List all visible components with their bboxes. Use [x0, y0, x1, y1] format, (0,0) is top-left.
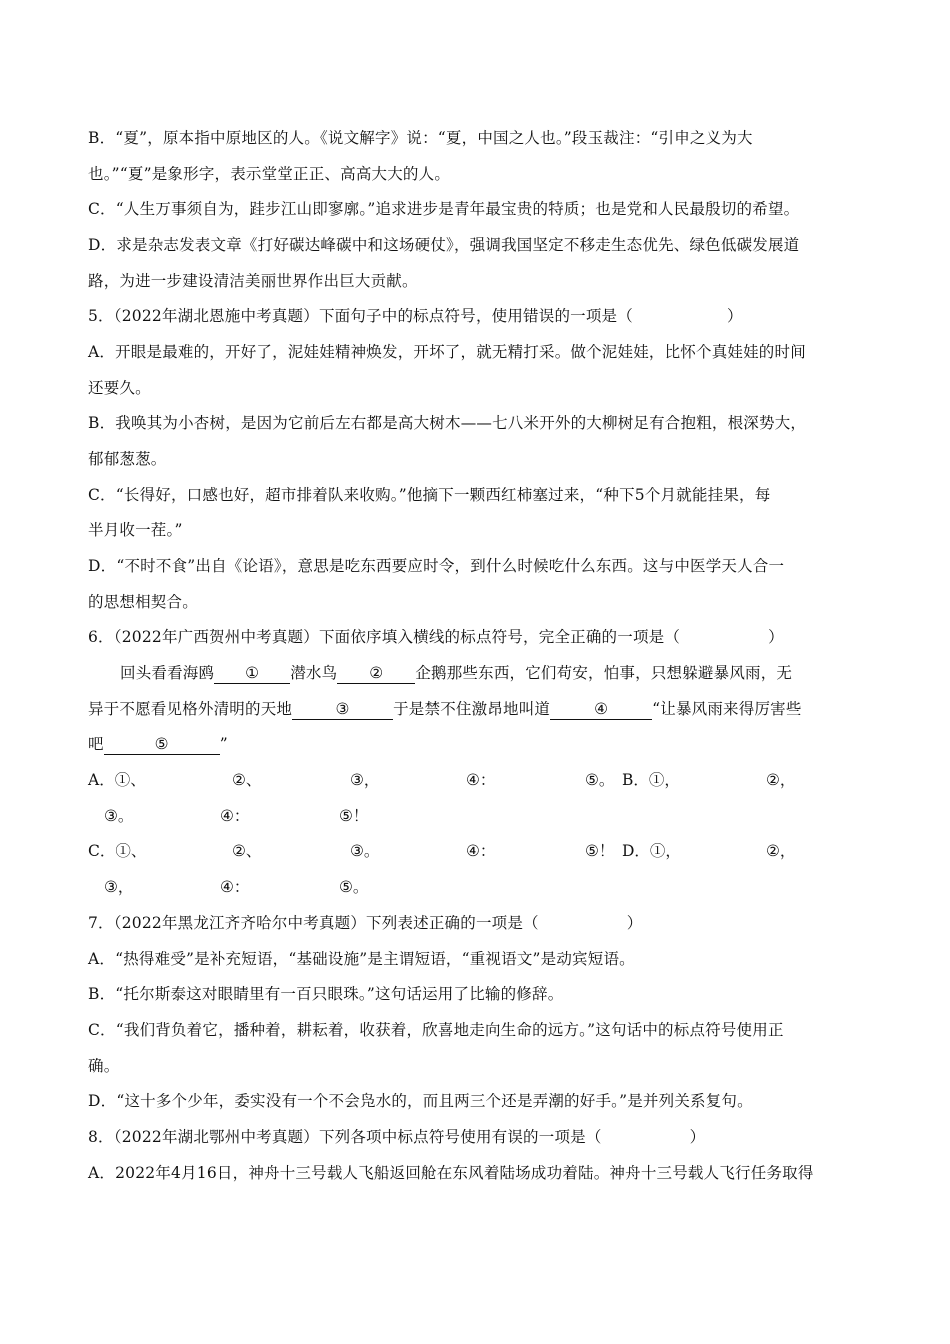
q6-option-a-3: ③，: [350, 771, 380, 789]
q7-option-d: D．“这十多个少年，委实没有一个不会凫水的，而且两三个还是弄潮的好手。”是并列关系复句。: [88, 1092, 753, 1110]
q6-passage-line2: [88, 699, 802, 720]
q6-option-d-1: D．①，: [622, 842, 681, 860]
q6-option-a-4: ④：: [466, 771, 496, 789]
q5-stem-text: 5．（2022年湖北恩施中考真题）下面句子中的标点符号，使用错误的一项是（: [88, 307, 633, 325]
q8-stem-text: 8．（2022年湖北鄂州中考真题）下列各项中标点符号使用有误的一项是（: [88, 1128, 602, 1146]
q4-option-d-line1: D．求是杂志发表文章《打好碳达峰碳中和这场硬仗》，强调我国坚定不移走生态优先、绿色低碳发展道: [88, 236, 800, 254]
q6-passage-text: 于是禁不住激昂地叫道: [393, 700, 551, 718]
q7-stem-close: ）: [626, 914, 643, 932]
q5-option-b-line1: B．我唤其为小杏树，是因为它前后左右都是高大树木——七八米开外的大柳树足有合抱粗，根深势大，: [88, 414, 807, 432]
q6-option-b-3: ③。: [104, 807, 134, 825]
q6-stem-text: 6．（2022年广西贺州中考真题）下面依序填入横线的标点符号，完全正确的一项是（: [88, 628, 681, 646]
q5-option-b-line2: 郁郁葱葱。: [88, 450, 167, 468]
q6-option-c-1: C．①、: [88, 842, 147, 860]
q8-stem-close: ）: [689, 1128, 706, 1146]
q5-option-d-line1: D．“不时不食”出自《论语》，意思是吃东西要应时令，到什么时候吃什么东西。这与中医学天人合一: [88, 557, 785, 575]
q6-option-d-2: ②，: [766, 842, 796, 860]
q5-option-a-line1: A．开眼是最难的，开好了，泥娃娃精神焕发，开坏了，就无精打采。做个泥娃娃，比怀个真娃娃的时间: [88, 343, 806, 361]
q6-passage-text: 企鹅那些东西，它们苟安，怕事，只想躲避暴风雨，无: [415, 664, 793, 682]
q6-passage-text: 潜水鸟: [290, 664, 338, 682]
q6-option-c-4: ④：: [466, 842, 496, 860]
q5-option-d-line2: 的思想相契合。: [88, 593, 198, 611]
q6-option-c-2: ②、: [232, 842, 262, 860]
q6-blank-2: ②: [337, 664, 415, 684]
q7-option-a: A．“热得难受”是补充短语，“基础设施”是主谓短语，“重视语文”是动宾短语。: [88, 950, 635, 968]
q6-option-d-3: ③，: [104, 878, 134, 896]
q5-option-a-line2: 还要久。: [88, 379, 151, 397]
q6-option-b-5: ⑤！: [339, 807, 369, 825]
q4-option-c: C．“人生万事须自为，跬步江山即寥廓。”追求进步是青年最宝贵的特质；也是党和人民最殷切的希望。: [88, 200, 800, 218]
q6-passage-line3: [88, 734, 228, 755]
q6-passage-text: 回头看看海鸥: [120, 664, 215, 682]
q4-option-d-line2: 路，为进一步建设清洁美丽世界作出巨大贡献。: [88, 272, 418, 290]
q6-option-d-5: ⑤。: [339, 878, 369, 896]
q6-passage-line1: [120, 663, 792, 684]
q6-option-b-1: B．①，: [622, 771, 680, 789]
q6-stem-close: ）: [768, 628, 784, 646]
q6-passage-text: ”: [219, 735, 228, 753]
q6-passage-text: 异于不愿看见格外清明的天地: [88, 700, 293, 718]
q6-option-c-5: ⑤！: [585, 842, 615, 860]
q6-passage-text: “让暴风雨来得厉害些: [652, 700, 802, 718]
q8-stem: [88, 1127, 705, 1147]
q7-stem: [88, 913, 642, 933]
q6-option-a-2: ②、: [232, 771, 262, 789]
q8-option-a-line1: A．2022年4月16日，神舟十三号载人飞船返回舱在东风着陆场成功着陆。神舟十三号载人飞行任务取得: [88, 1164, 814, 1182]
q6-passage-text: 吧: [88, 735, 104, 753]
q6-stem: [88, 627, 784, 647]
q4-option-b-line1: B．“夏”，原本指中原地区的人。《说文解字》说：“夏，中国之人也。”段玉裁注：“引申之义为大: [88, 129, 753, 147]
q6-blank-1: ①: [214, 664, 290, 684]
q6-option-a-5: ⑤。: [585, 771, 615, 789]
q6-blank-4: ④: [550, 700, 652, 720]
q5-stem-close: ）: [726, 307, 743, 325]
q7-option-c-line1: C．“我们背负着它，播种着，耕耘着，收获着，欣喜地走向生命的远方。”这句话中的标点符号使用正: [88, 1021, 784, 1039]
q7-option-c-line2: 确。: [88, 1057, 120, 1075]
q6-blank-3: ③: [292, 700, 393, 720]
q7-stem-text: 7．（2022年黑龙江齐齐哈尔中考真题）下列表述正确的一项是（: [88, 914, 539, 932]
q6-blank-5: ⑤: [104, 735, 220, 755]
q5-option-c-line2: 半月收一茬。”: [88, 521, 183, 539]
q5-option-c-line1: C．“长得好，口感也好，超市排着队来收购。”他摘下一颗西红柿塞过来，“种下5个月就能挂果，每: [88, 486, 771, 504]
q7-option-b: B．“托尔斯泰这对眼睛里有一百只眼珠。”这句话运用了比输的修辞。: [88, 985, 564, 1003]
q6-option-d-4: ④：: [220, 878, 250, 896]
q6-option-c-3: ③。: [350, 842, 380, 860]
q6-option-a-1: A．①、: [88, 771, 146, 789]
q5-stem: [88, 306, 743, 326]
q6-option-b-4: ④：: [220, 807, 250, 825]
q4-option-b-line2: 也。”“夏”是象形字，表示堂堂正正、高高大大的人。: [88, 165, 451, 183]
q6-option-b-2: ②，: [766, 771, 796, 789]
